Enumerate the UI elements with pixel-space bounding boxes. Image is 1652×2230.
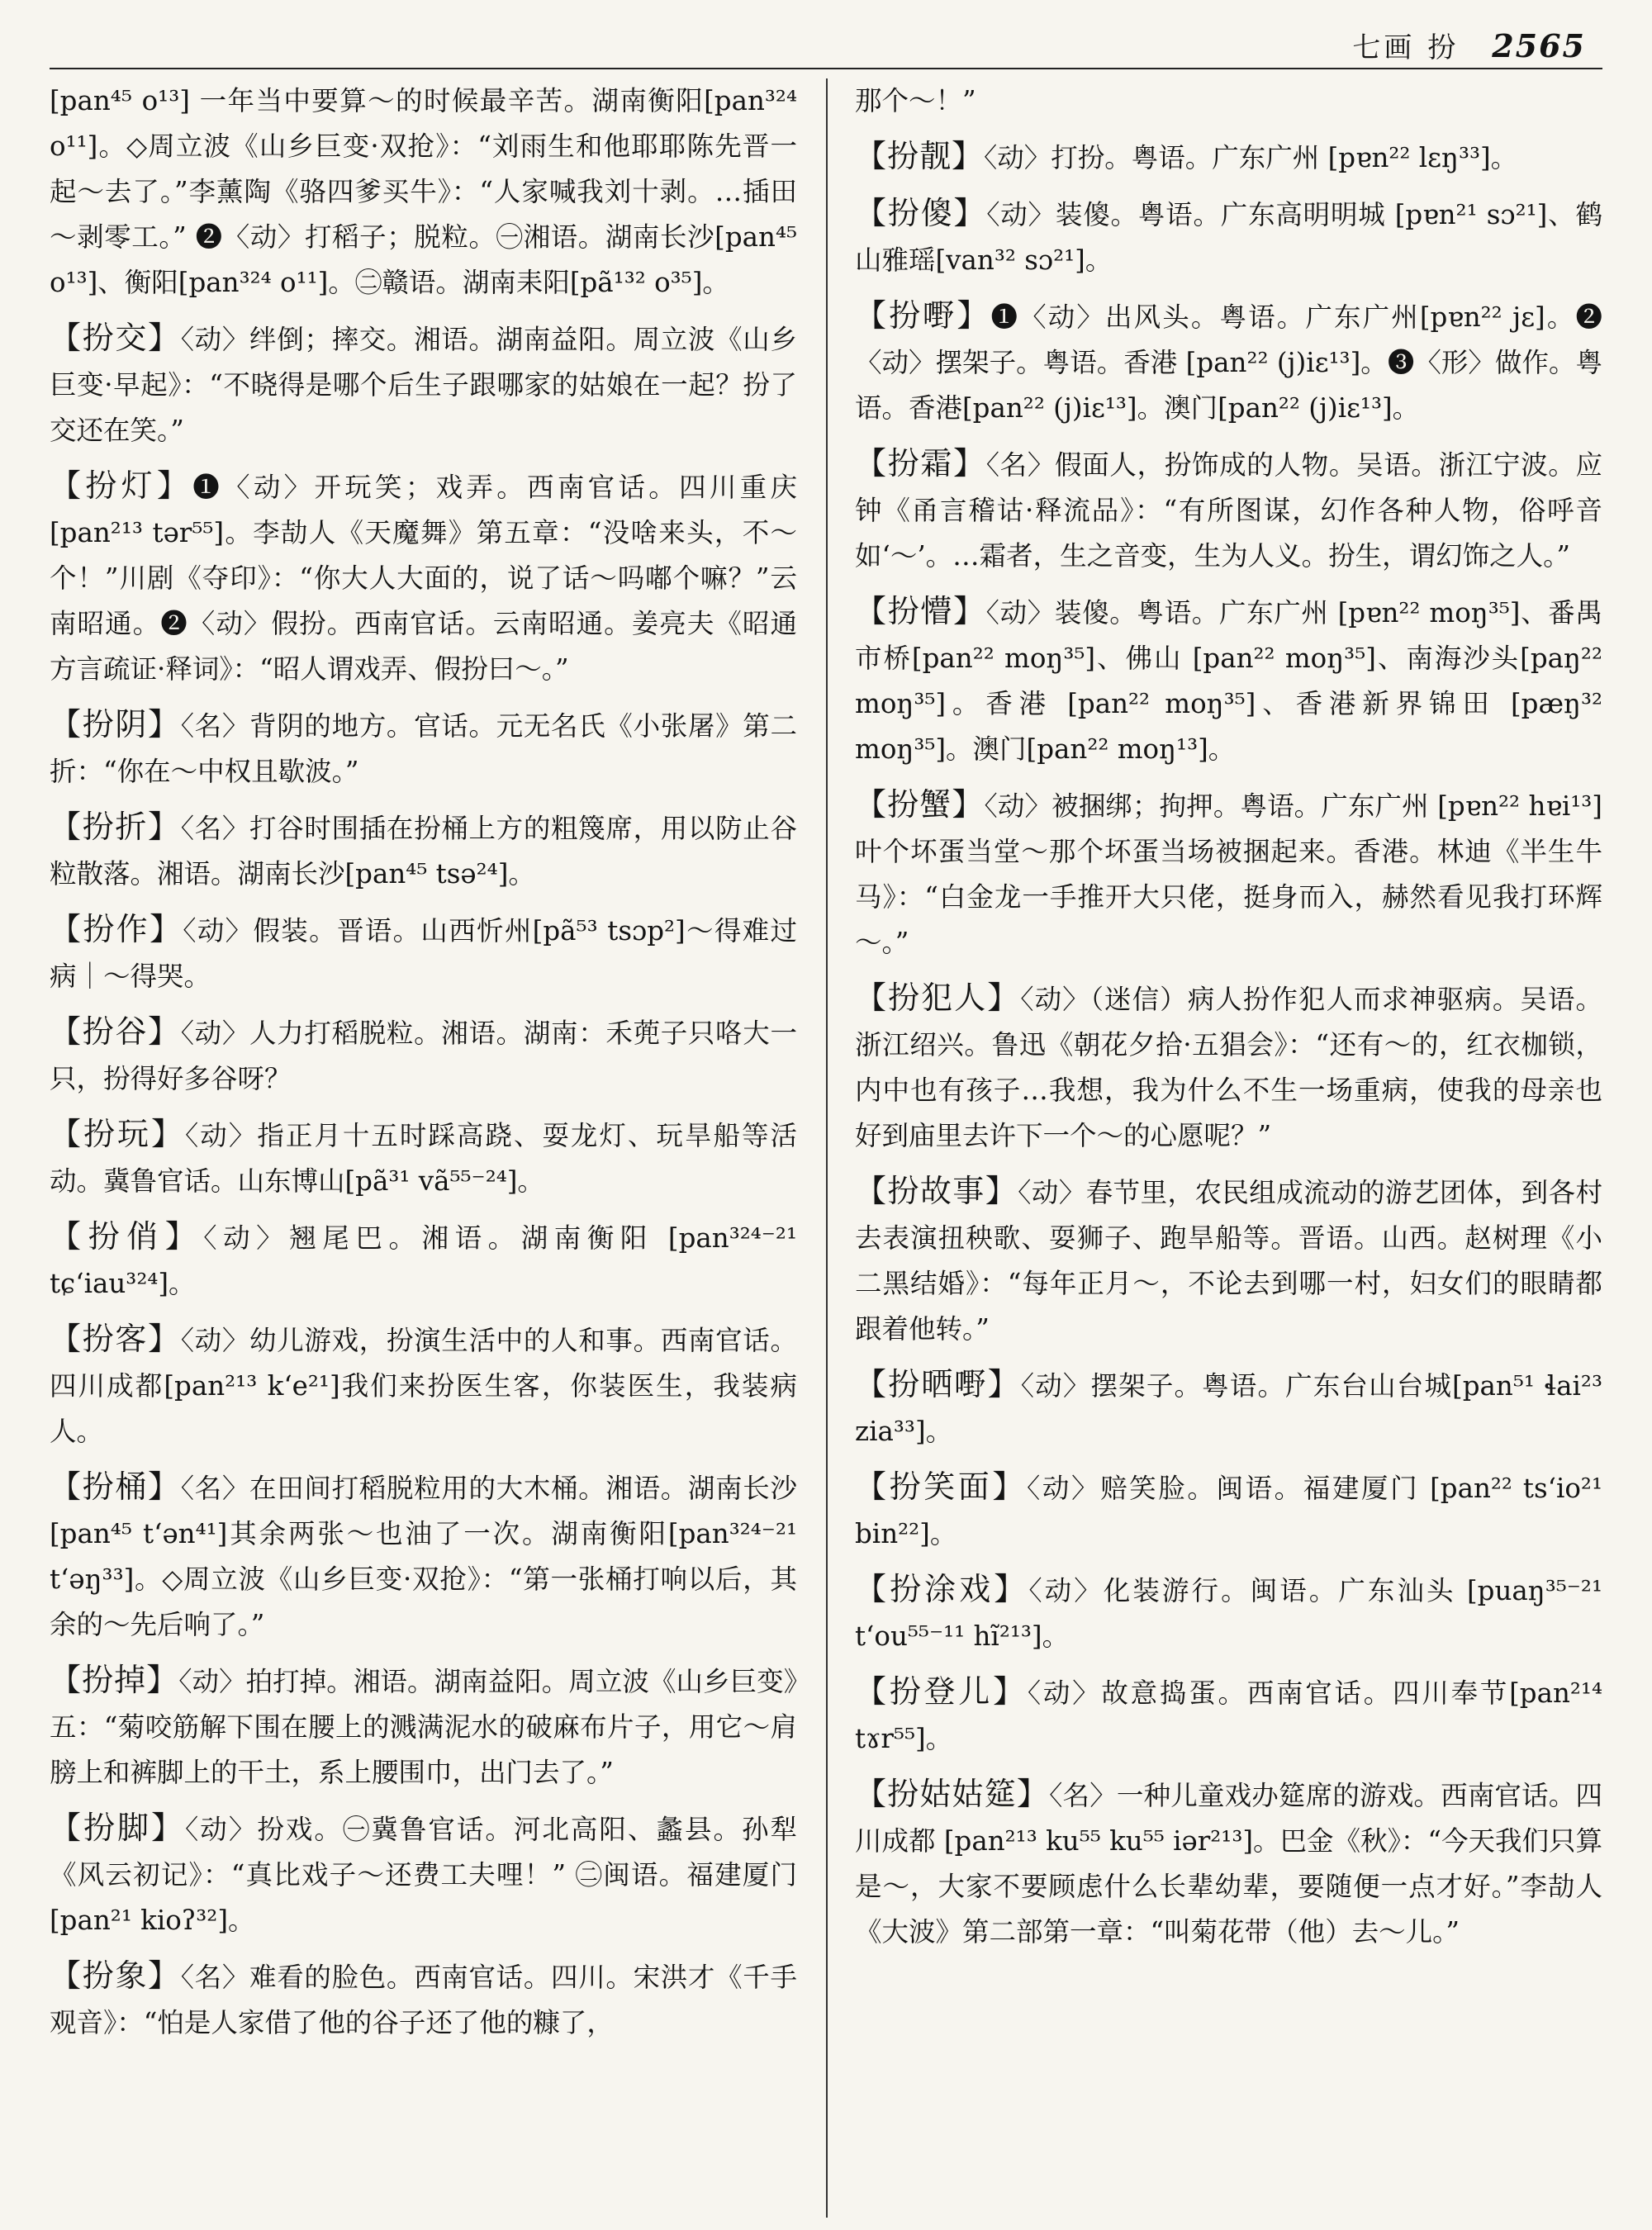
dictionary-entry — [855, 589, 1602, 772]
entry-headword: 【扮笑面】 — [855, 1468, 1028, 1505]
entry-headword: 【扮晒嘢】 — [855, 1366, 1021, 1402]
entry-headword: 【扮俏】 — [50, 1218, 204, 1255]
dictionary-entry — [855, 1669, 1602, 1762]
entry-definition: 〈动〉（迷信）病人扮作犯人而求神驱病。吴语。浙江绍兴。鲁迅《朝花夕拾·五猖会》：“还有～的，红衣枷锁，内中也有孩子…我想，我为什么不生一场重病，使我的母亲也好到庙里去许下一个～的心愿呢？” — [855, 984, 1602, 1151]
dictionary-entry — [50, 804, 797, 897]
entry-definition: 〈动〉被捆绑；拘押。粤语。广东广州 [pɐn²² hɐi¹³] 叶个坏蛋当堂～那个坏蛋当场被捆起来。香港。林迪《半生牛马》：“白金龙一手推开大只佬，挺身而入，赫然看见我打环辉～。” — [855, 790, 1602, 958]
entry-list — [855, 134, 1602, 1955]
entry-definition: 〈动〉扮戏。㊀冀鲁官话。河北高阳、蠡县。孙犁《风云初记》：“真比戏子～还费工夫哩！” ㊁闽语。福建厦门[pan²¹ kioʔ³²]。 — [50, 1814, 797, 1936]
dictionary-entry — [855, 134, 1602, 181]
dictionary-entry — [50, 1464, 797, 1648]
dictionary-entry — [50, 316, 797, 453]
dictionary-entry — [50, 1658, 797, 1796]
dictionary-entry — [50, 1112, 797, 1204]
entry-headword: 【扮靓】 — [855, 138, 985, 174]
entry-headword: 【扮折】 — [50, 809, 181, 845]
entry-headword: 【扮脚】 — [50, 1810, 186, 1846]
entry-headword: 【扮客】 — [50, 1321, 181, 1357]
entry-definition: 〈名〉背阴的地方。官话。元无名氏《小张屠》第二折：“你在～中权且歇波。” — [50, 710, 797, 787]
entry-headword: 【扮玩】 — [50, 1116, 186, 1152]
entry-definition: 〈动〉拍打掉。湘语。湖南益阳。周立波《山乡巨变》五：“菊咬筋解下围在腰上的溅满泥水的破麻布片子，用它～肩膀上和裤脚上的干土，系上腰围巾，出门去了。” — [50, 1666, 797, 1788]
dictionary-entry — [855, 1567, 1602, 1659]
continued-definition: 那个～！” — [855, 85, 976, 116]
section-title: 七画 扮 — [1352, 31, 1460, 64]
entry-definition: 〈动〉化装游行。闽语。广东汕头 [puaŋ³⁵⁻²¹ tʻou⁵⁵⁻¹¹ hĩ²¹³]。 — [855, 1575, 1602, 1652]
entry-headword: 【扮霜】 — [855, 445, 986, 482]
dictionary-entry — [855, 782, 1602, 966]
entry-headword: 【扮犯人】 — [855, 980, 1021, 1016]
dictionary-entry — [50, 907, 797, 999]
entry-definition: 〈动〉人力打稻脱粒。湘语。湖南：禾蔸子只咯大一只，扮得好多谷呀？ — [50, 1018, 797, 1094]
entry-definition: 〈动〉装傻。粤语。广东高明明城 [pɐn²¹ sɔ²¹]、鹤山雅瑶[van³² sɔ²¹]。 — [855, 199, 1602, 276]
left-column — [50, 78, 797, 2218]
page-number: 2565 — [1492, 27, 1586, 64]
dictionary-entry — [855, 1772, 1602, 1955]
dictionary-entry — [855, 975, 1602, 1159]
dictionary-entry — [855, 191, 1602, 283]
entry-headword: 【扮嘢】 — [855, 297, 991, 334]
entry-headword: 【扮交】 — [50, 320, 181, 356]
entry-headword: 【扮登儿】 — [855, 1673, 1028, 1710]
entry-headword: 【扮懵】 — [855, 593, 986, 629]
entry-definition: 〈名〉打谷时围插在扮桶上方的粗篾席，用以防止谷粒散落。湘语。湖南长沙[pan⁴⁵ tsə²⁴]。 — [50, 813, 797, 890]
entry-definition: 〈动〉装傻。粤语。广东广州 [pɐn²² moŋ³⁵]、番禺市桥[pan²² moŋ³⁵]、佛山 [pan²² moŋ³⁵]、南海沙头[paŋ²² moŋ³⁵]。香港 [pan²² moŋ³⁵]、香港新界锦田 [pæŋ³² moŋ³⁵]。澳门[pan²² moŋ¹³]。 — [855, 597, 1602, 765]
entry-headword: 【扮掉】 — [50, 1662, 179, 1698]
entry-headword: 【扮故事】 — [855, 1173, 1018, 1209]
entry-definition: 〈动〉春节里，农民组成流动的游艺团体，到各村去表演扭秧歌、耍狮子、跑旱船等。晋语。山西。赵树理《小二黑结婚》：“每年正月～，不论去到哪一村，妇女们的眼睛都跟着他转。” — [855, 1177, 1602, 1345]
dictionary-entry — [50, 1805, 797, 1943]
entry-definition: 〈动〉故意捣蛋。西南官话。四川奉节[pan²¹⁴ tɤr⁵⁵]。 — [855, 1677, 1602, 1754]
right-column — [855, 78, 1602, 2218]
entry-definition: 〈名〉在田间打稻脱粒用的大木桶。湘语。湖南长沙[pan⁴⁵ tʻən⁴¹]其余两张～也油了一次。湖南衡阳[pan³²⁴⁻²¹ tʻəŋ³³]。◇周立波《山乡巨变·双抢》：“第一张桶打响以后，其余的～先后响了。” — [50, 1473, 797, 1640]
dictionary-entry — [50, 1953, 797, 2046]
dictionary-entry — [855, 441, 1602, 579]
entry-definition: ❶〈动〉出风头。粤语。广东广州[pɐn²² jɛ]。❷〈动〉摆架子。粤语。香港 [pan²² (j)iɛ¹³]。❸〈形〉做作。粤语。香港[pan²² (j)iɛ¹³]。澳门[pan²² (j)iɛ¹³]。 — [855, 301, 1602, 424]
entry-definition: 〈名〉一种儿童戏办筵席的游戏。西南官话。四川成都 [pan²¹³ ku⁵⁵ ku⁵⁵ iər²¹³]。巴金《秋》：“今天我们只算是～，大家不要顾虑什么长辈幼辈，要随便一点才好。”李劼人《大波》第二部第一章：“叫菊花带（他）去～儿。” — [855, 1780, 1602, 1948]
dictionary-entry — [855, 1464, 1602, 1557]
header-rule — [50, 68, 1602, 69]
entry-headword: 【扮象】 — [50, 1957, 181, 1994]
running-head — [1352, 25, 1586, 65]
dictionary-entry — [50, 1214, 797, 1307]
entry-headword: 【扮桶】 — [50, 1468, 181, 1505]
entry-definition: 〈动〉绊倒；摔交。湘语。湖南益阳。周立波《山乡巨变·早起》：“不晓得是哪个后生子跟哪家的姑娘在一起？扮了交还在笑。” — [50, 324, 797, 446]
entry-definition: 〈名〉难看的脸色。西南官话。四川。宋洪才《千手观音》：“怕是人家借了他的谷子还了他的糠了， — [50, 1962, 797, 2038]
dictionary-entry — [855, 1169, 1602, 1352]
dictionary-entry — [50, 1009, 797, 1102]
dictionary-entry — [855, 293, 1602, 431]
continued-definition: [pan⁴⁵ o¹³] 一年当中要算～的时候最辛苦。湖南衡阳[pan³²⁴ o¹¹]。◇周立波《山乡巨变·双抢》：“刘雨生和他耶耶陈先晋一起～去了。”李薰陶《骆四爹买牛》：“人家喊我刘十剥。…插田～剥零工。” ❷〈动〉打稻子；脱粒。㊀湘语。湖南长沙[pan⁴⁵ o¹³]、衡阳[pan³²⁴ o¹¹]。㊁赣语。湖南耒阳[pã¹³² o³⁵]。 — [50, 85, 797, 298]
dictionary-entry — [855, 1362, 1602, 1454]
dictionary-entry — [50, 702, 797, 795]
entry-headword: 【扮蟹】 — [855, 786, 985, 823]
entry-definition: 〈动〉假装。晋语。山西忻州[pã⁵³ tsɔp²]～得难过病｜～得哭。 — [50, 915, 797, 992]
entry-definition: ❶〈动〉开玩笑；戏弄。西南官话。四川重庆[pan²¹³ tər⁵⁵]。李劼人《天魔舞》第五章：“没啥来头，不～个！”川剧《夺印》：“你大人大面的，说了话～吗嘟个嘛？”云南昭通。❷〈动〉假扮。西南官话。云南昭通。姜亮夫《昭通方言疏证·释词》：“昭人谓戏弄、假扮曰～。” — [50, 472, 797, 685]
entry-definition: 〈动〉指正月十五时踩高跷、耍龙灯、玩旱船等活动。冀鲁官话。山东博山[pã³¹ vã⁵⁵⁻²⁴]。 — [50, 1120, 797, 1197]
entry-headword: 【扮傻】 — [855, 195, 987, 231]
entry-headword: 【扮作】 — [50, 911, 183, 947]
entry-headword: 【扮涂戏】 — [855, 1571, 1029, 1607]
entry-definition: 〈动〉摆架子。粤语。广东台山台城[pan⁵¹ ɬai²³ zia³³]。 — [855, 1370, 1602, 1447]
entry-headword: 【扮灯】 — [50, 467, 193, 504]
column-divider — [826, 78, 828, 2218]
dictionary-entry — [50, 1317, 797, 1454]
entry-definition: 〈动〉幼儿游戏，扮演生活中的人和事。西南官话。四川成都[pan²¹³ kʻe²¹]我们来扮医生客，你装医生，我装病人。 — [50, 1325, 797, 1447]
entry-definition: 〈动〉赔笑脸。闽语。福建厦门 [pan²² tsʻio²¹ bin²²]。 — [855, 1473, 1602, 1549]
entry-definition: 〈动〉翘尾巴。湘语。湖南衡阳 [pan³²⁴⁻²¹ tɕʻiau³²⁴]。 — [50, 1222, 797, 1299]
dictionary-entry — [50, 463, 797, 692]
entry-headword: 【扮姑姑筵】 — [855, 1776, 1050, 1812]
entry-headword: 【扮阴】 — [50, 706, 181, 743]
entry-headword: 【扮谷】 — [50, 1013, 181, 1050]
entry-list — [50, 316, 797, 2046]
entry-definition: 〈动〉打扮。粤语。广东广州 [pɐn²² lɛŋ³³]。 — [984, 142, 1518, 173]
entry-definition: 〈名〉假面人，扮饰成的人物。吴语。浙江宁波。应钟《甬言稽诂·释流品》：“有所图谋，幻作各种人物，俗呼音如‘～’。…霜者，生之音变，生为人义。扮生，谓幻饰之人。” — [855, 449, 1602, 572]
